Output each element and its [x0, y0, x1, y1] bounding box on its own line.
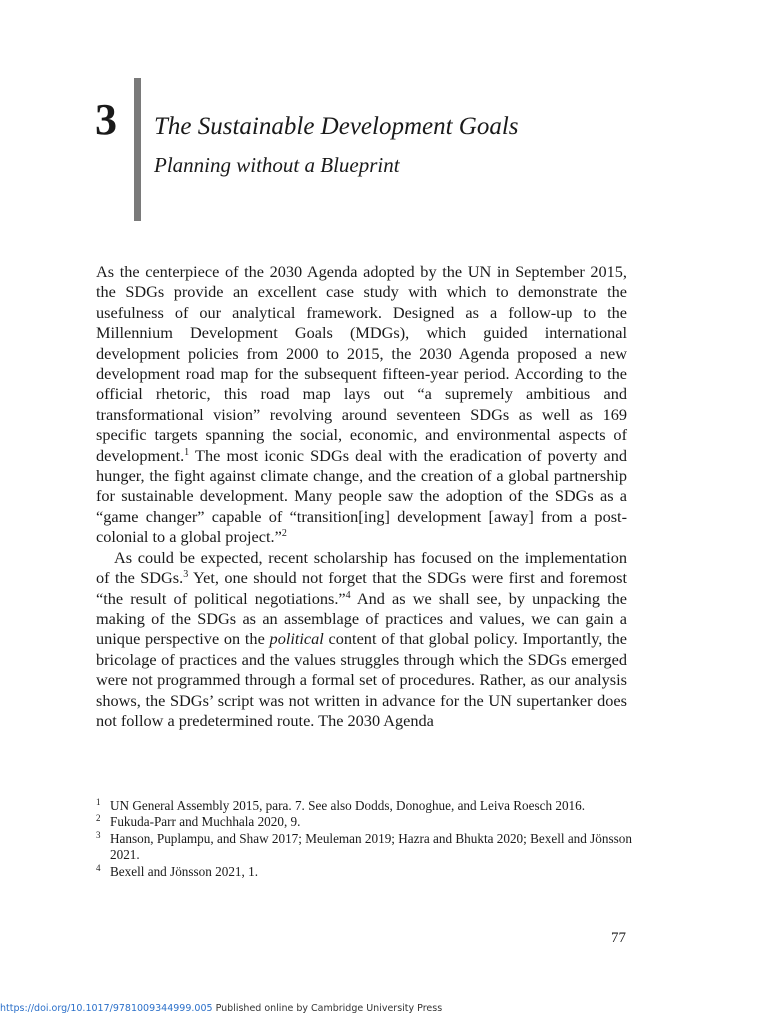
footnote-ref-3[interactable]: 3: [183, 569, 189, 581]
doi-footer: [0, 1003, 442, 1014]
chapter-heading: [95, 78, 655, 222]
footnote-text: Hanson, Puplampu, and Shaw 2017; Meuleman 2019; Hazra and Bhukta 2020; Bexell and Jönsson 2021.: [110, 830, 632, 863]
chapter-number: 3: [95, 95, 117, 144]
footnote-marker: 4: [96, 862, 101, 873]
page-number: 77: [611, 930, 626, 946]
footnote-3: [96, 831, 636, 864]
paragraph-2: [96, 548, 627, 732]
footnotes: [96, 798, 636, 880]
footnote-marker: 3: [96, 829, 101, 840]
footnote-4: [96, 864, 636, 880]
doi-link[interactable]: https://doi.org/10.1017/9781009344999.005: [0, 1003, 213, 1014]
footnote-text: UN General Assembly 2015, para. 7. See also Dodds, Donoghue, and Leiva Roesch 2016.: [110, 798, 586, 813]
paragraph-text: As the centerpiece of the 2030 Agenda adopted by the UN in September 2015, the SDGs provide an excellent case study with which to demonstrate the usefulness of our analytical framework. Designed as a follow-up to the Millennium Development Goals (MDGs), which guided international development policies from 2000 to 2015, the 2030 Agenda proposed a new development road map for the subsequent fifteen-year period. According to the official rhetoric, this road map lays out “a supremely ambitious and transformational vision” revolving around seventeen SDGs as well as 169 specific targets spanning the social, economic, and environmental aspects of development.: [96, 262, 627, 465]
footnote-marker: 1: [96, 797, 101, 807]
paragraph-1: [96, 262, 627, 548]
footnote-ref-2[interactable]: 2: [281, 528, 287, 540]
italic-emphasis: political: [269, 629, 324, 649]
paragraph-text: content of that global policy. Importantly, the bricolage of practices and the values struggles through which the SDGs emerged were not programmed through a formal set of procedures. Rather, as our analysis shows, the SDGs’ script was not written in advance for the UN supertanker does not follow a predetermined route. The 2030 Agenda: [96, 629, 627, 730]
chapter-title: The Sustainable Development Goals: [154, 113, 519, 140]
chapter-subtitle: Planning without a Blueprint: [154, 153, 400, 177]
paragraph-text: As could be expected, recent scholarship has focused on the implementation of the SDGs.: [96, 547, 627, 588]
footnote-marker: 2: [96, 813, 101, 824]
chapter-divider-bar: [134, 78, 141, 221]
footnote-text: Fukuda-Parr and Muchhala 2020, 9.: [110, 814, 301, 830]
footnote-ref-1[interactable]: 1: [184, 446, 190, 458]
body-text: [96, 262, 627, 731]
publisher-text: Published online by Cambridge University Press: [212, 1003, 443, 1014]
footnote-text: Bexell and Jönsson 2021, 1.: [110, 863, 258, 879]
paragraph-text: The most iconic SDGs deal with the eradication of poverty and hunger, the fight against climate change, and the creation of a global partnership for sustainable development. Many people saw the adoption of the SDGs as a “game changer” capable of “transition[ing] development [away] from a post-colonial to a global project.”: [96, 445, 627, 547]
footnote-ref-4[interactable]: 4: [345, 589, 351, 601]
footnote-1: [96, 798, 636, 814]
paragraph-text: And as we shall see, by unpacking the making of the SDGs as an assemblage of practices and values, we can gain a unique perspective on the: [96, 588, 627, 649]
paragraph-text: Yet, one should not forget that the SDGs were first and foremost “the result of political negotiations.”: [96, 568, 627, 608]
footnote-2: [96, 814, 636, 830]
